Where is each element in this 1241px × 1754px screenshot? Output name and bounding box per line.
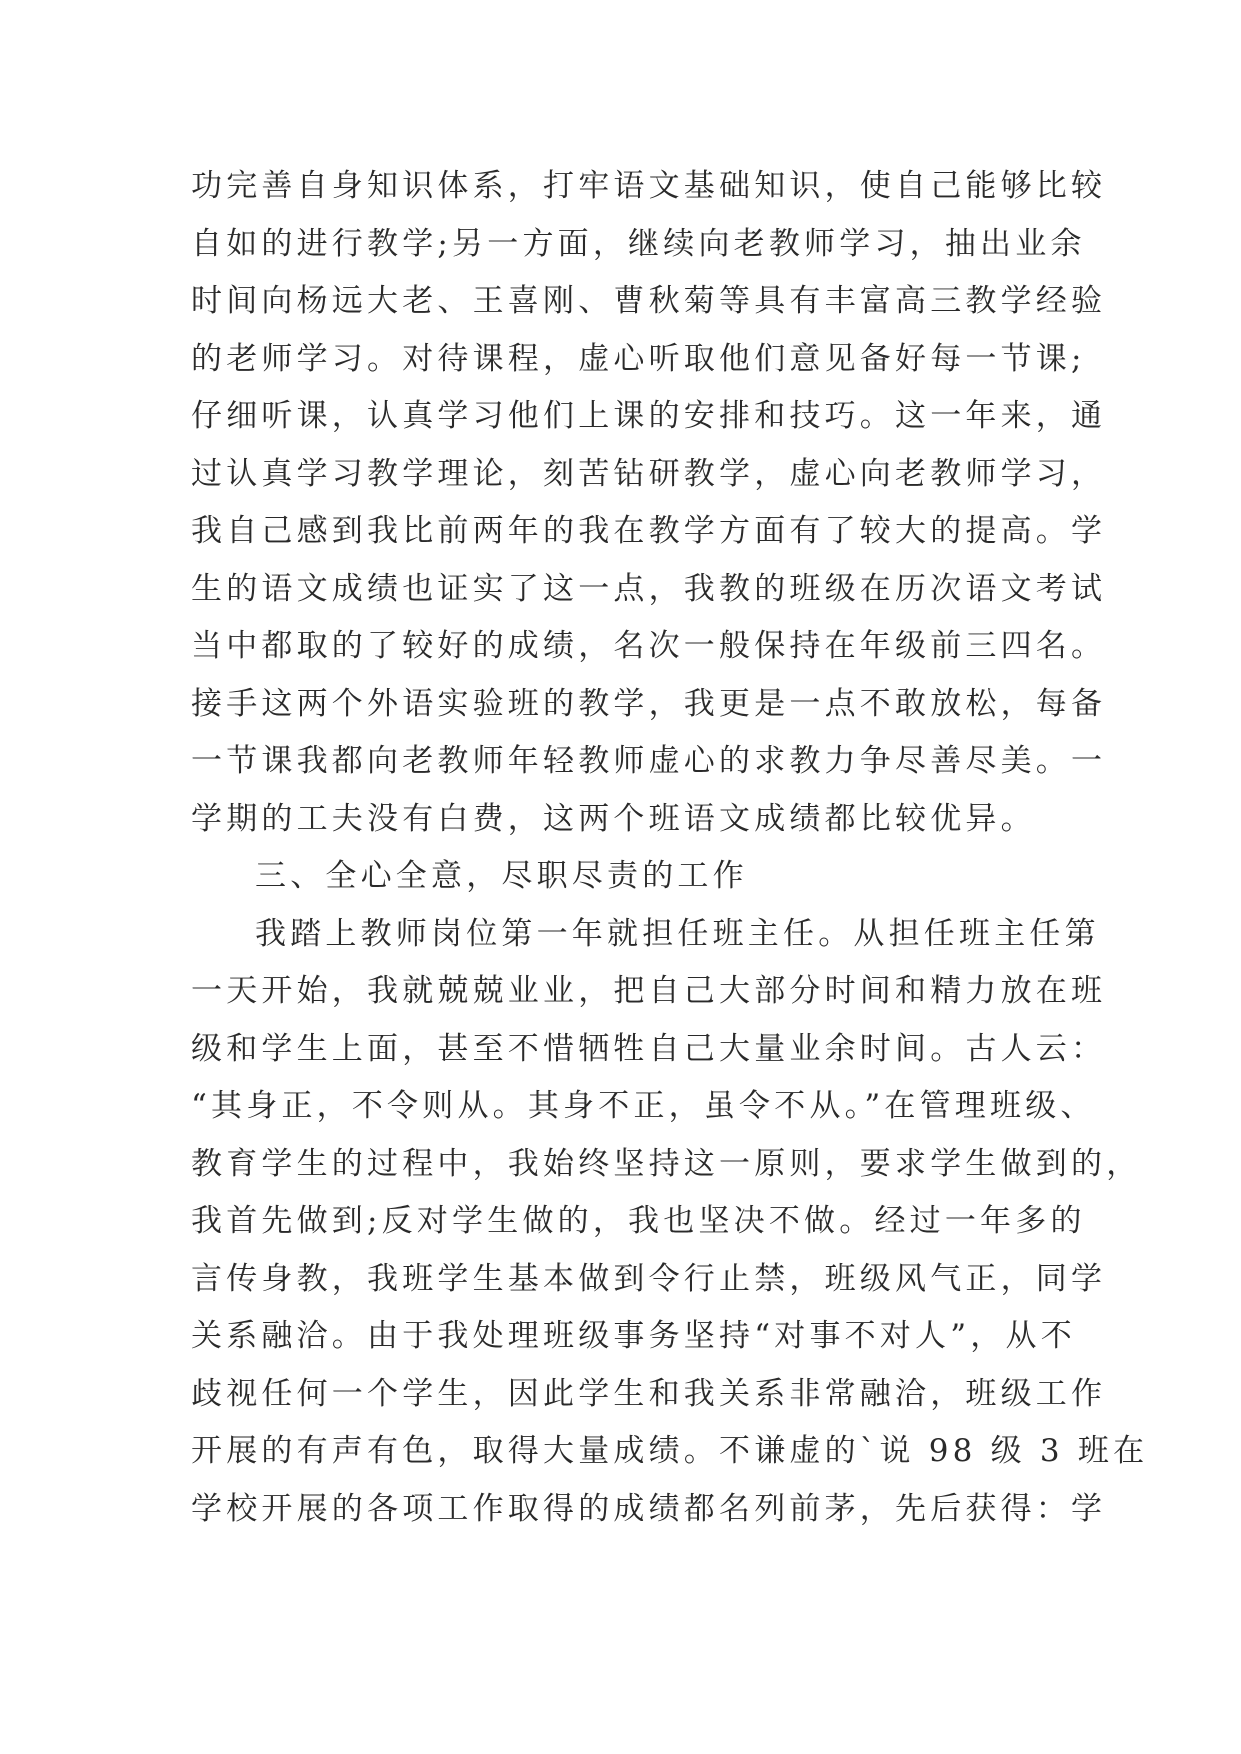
- section-heading: 三、全心全意，尽职尽责的工作: [255, 858, 748, 894]
- text-line: 生的语文成绩也证实了这一点，我教的班级在历次语文考试: [191, 570, 1107, 607]
- text-line: 一节课我都向老教师年轻教师虚心的求教力争尽善尽美。一: [191, 743, 1107, 779]
- text-line: 教育学生的过程中，我始终坚持这一原则，要求学生做到的，: [191, 1145, 1142, 1182]
- text-line: 当中都取的了较好的成绩，名次一般保持在年级前三四名。: [191, 628, 1107, 664]
- text-line: 级和学生上面，甚至不惜牺牲自己大量业余时间。古人云：: [191, 1030, 1107, 1067]
- text-line: “其身正，不令则从。其身不正，虽令不从。”在管理班级、: [191, 1088, 1096, 1124]
- text-line: 接手这两个外语实验班的教学，我更是一点不敢放松，每备: [191, 685, 1107, 722]
- text-line: 自如的进行教学;另一方面，继续向老教师学习，抽出业余: [191, 225, 1086, 262]
- text-line: 时间向杨远大老、王喜刚、曹秋菊等具有丰富高三教学经验: [191, 283, 1107, 319]
- paragraph-first-line: 我踏上教师岗位第一年就担任班主任。从担任班主任第: [255, 915, 1100, 952]
- text-line: 关系融洽。由于我处理班级事务坚持“对事不对人”，从不: [191, 1318, 1076, 1354]
- text-line: 学校开展的各项工作取得的成绩都名列前茅，先后获得：学: [191, 1490, 1107, 1527]
- document-body: [191, 158, 1149, 1538]
- text-line: 仔细听课，认真学习他们上课的安排和技巧。这一年来，通: [191, 398, 1107, 434]
- text-line: 开展的有声有色，取得大量成绩。不谦虚的`说 98 级 3 班在: [191, 1433, 1149, 1469]
- text-line: 歧视任何一个学生，因此学生和我关系非常融洽，班级工作: [191, 1375, 1107, 1412]
- text-line: 学期的工夫没有白费，这两个班语文成绩都比较优异。: [191, 800, 1036, 837]
- text-line: 言传身教，我班学生基本做到令行止禁，班级风气正，同学: [191, 1260, 1107, 1297]
- text-line: 过认真学习教学理论，刻苦钻研教学，虚心向老教师学习，: [191, 455, 1107, 492]
- text-line: 的老师学习。对待课程，虚心听取他们意见备好每一节课;: [191, 340, 1086, 377]
- text-line: 一天开始，我就兢兢业业，把自己大部分时间和精力放在班: [191, 973, 1107, 1009]
- text-line: 功完善自身知识体系，打牢语文基础知识，使自己能够比较: [191, 168, 1107, 204]
- text-line: 我自己感到我比前两年的我在教学方面有了较大的提高。学: [191, 513, 1107, 549]
- text-line: 我首先做到;反对学生做的，我也坚决不做。经过一年多的: [191, 1203, 1086, 1239]
